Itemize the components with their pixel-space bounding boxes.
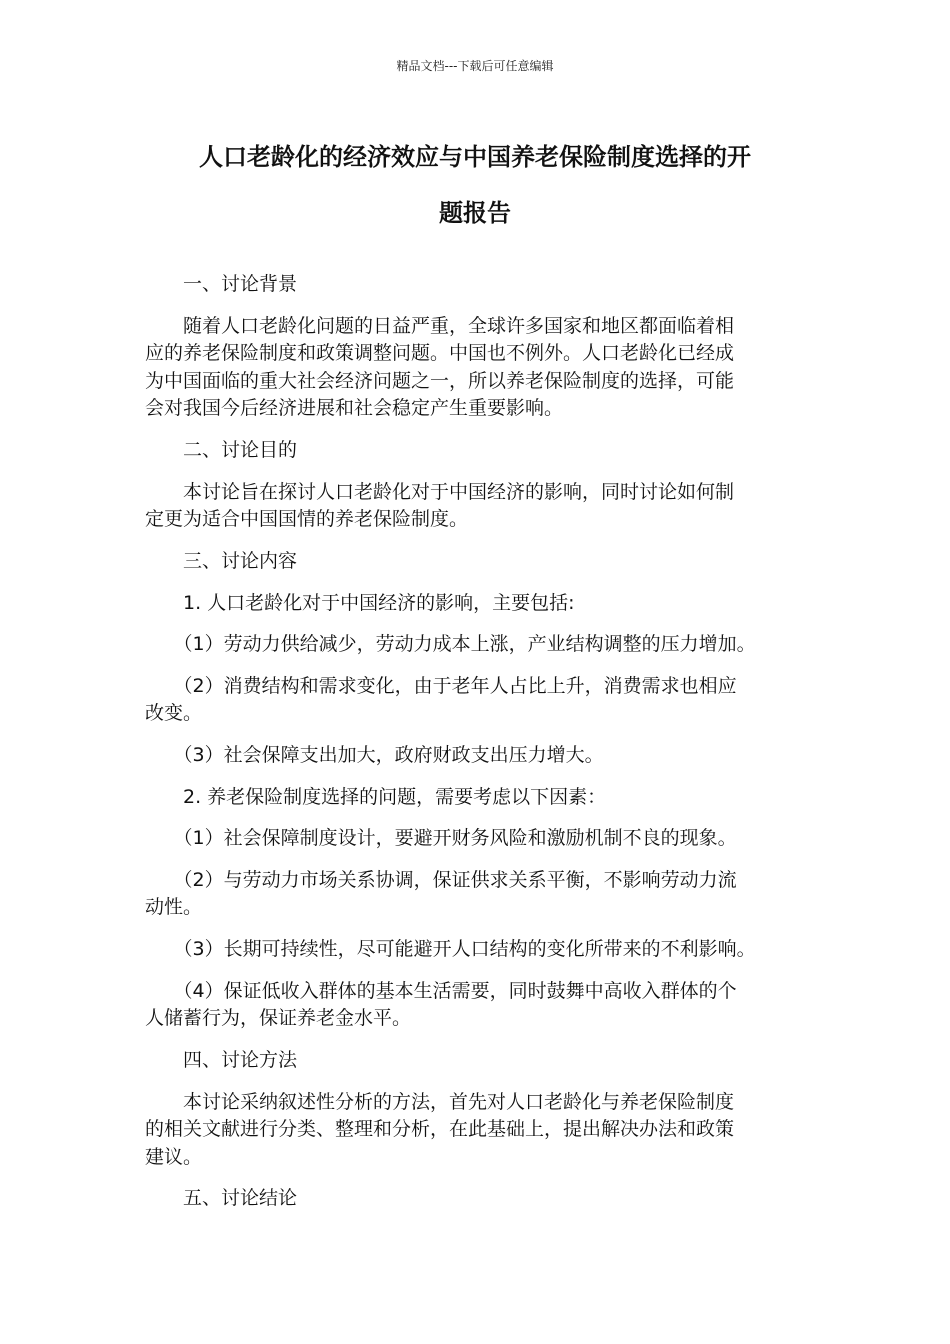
- list-heading: [145, 590, 813, 617]
- text-line: 2. 养老保险制度选择的问题，需要考虑以下因素：: [145, 786, 607, 808]
- body-paragraph: [145, 1089, 813, 1171]
- list-item: [145, 978, 813, 1033]
- body-paragraph: [145, 313, 813, 422]
- text-line: 人储蓄行为，保证养老金水平。: [145, 1007, 412, 1030]
- list-heading: [145, 784, 813, 811]
- text-line: 四、讨论方法: [145, 1049, 298, 1071]
- section-heading: [145, 1047, 813, 1074]
- text-line: （1）劳动力供给减少，劳动力成本上涨，产业结构调整的压力增加。: [145, 633, 756, 655]
- text-line: 定更为适合中国国情的养老保险制度。: [145, 508, 469, 531]
- text-line: 动性。: [145, 896, 203, 919]
- section-heading: [145, 1185, 813, 1212]
- title-line: 题报告: [439, 199, 511, 227]
- text-line: 改变。: [145, 702, 203, 725]
- text-line: （3）长期可持续性，尽可能避开人口结构的变化所带来的不利影响。: [145, 938, 756, 960]
- text-line: （3）社会保障支出加大，政府财政支出压力增大。: [145, 744, 604, 766]
- text-line: 应的养老保险制度和政策调整问题。中国也不例外。人口老龄化已经成: [145, 342, 735, 365]
- list-item: [145, 936, 813, 963]
- text-line: 会对我国今后经济进展和社会稳定产生重要影响。: [145, 396, 564, 419]
- text-line: 1. 人口老龄化对于中国经济的影响，主要包括:: [145, 592, 575, 614]
- text-line: 本讨论旨在探讨人口老龄化对于中国经济的影响，同时讨论如何制: [145, 481, 735, 503]
- list-item: [145, 631, 813, 658]
- text-line: 五、讨论结论: [145, 1187, 298, 1209]
- text-line: （2）与劳动力市场关系协调，保证供求关系平衡，不影响劳动力流: [145, 869, 737, 891]
- text-line: 为中国面临的重大社会经济问题之一，所以养老保险制度的选择，可能: [145, 369, 735, 392]
- title-line: 人口老龄化的经济效应与中国养老保险制度选择的开: [199, 143, 751, 171]
- section-heading: [145, 271, 813, 298]
- page-header-note: 精品文档---下载后可任意编辑: [396, 59, 554, 73]
- text-line: （4）保证低收入群体的基本生活需要，同时鼓舞中高收入群体的个: [145, 980, 737, 1002]
- text-line: （2）消费结构和需求变化，由于老年人占比上升，消费需求也相应: [145, 675, 737, 697]
- text-line: （1）社会保障制度设计，要避开财务风险和激励机制不良的现象。: [145, 827, 737, 849]
- text-line: 本讨论采纳叙述性分析的方法，首先对人口老龄化与养老保险制度: [145, 1091, 735, 1113]
- text-line: 三、讨论内容: [145, 550, 298, 572]
- text-line: 二、讨论目的: [145, 439, 298, 461]
- text-line: 随着人口老龄化问题的日益严重，全球许多国家和地区都面临着相: [145, 315, 735, 337]
- list-item: [145, 867, 813, 922]
- list-item: [145, 825, 813, 852]
- list-item: [145, 742, 813, 769]
- text-line: 一、讨论背景: [145, 273, 298, 295]
- body-paragraph: [145, 479, 813, 534]
- section-heading: [145, 437, 813, 464]
- list-item: [145, 673, 813, 728]
- text-line: 的相关文献进行分类、整理和分析，在此基础上，提出解决办法和政策: [145, 1118, 735, 1141]
- text-line: 建议。: [145, 1145, 203, 1168]
- document-title: [140, 129, 810, 241]
- section-heading: [145, 548, 813, 575]
